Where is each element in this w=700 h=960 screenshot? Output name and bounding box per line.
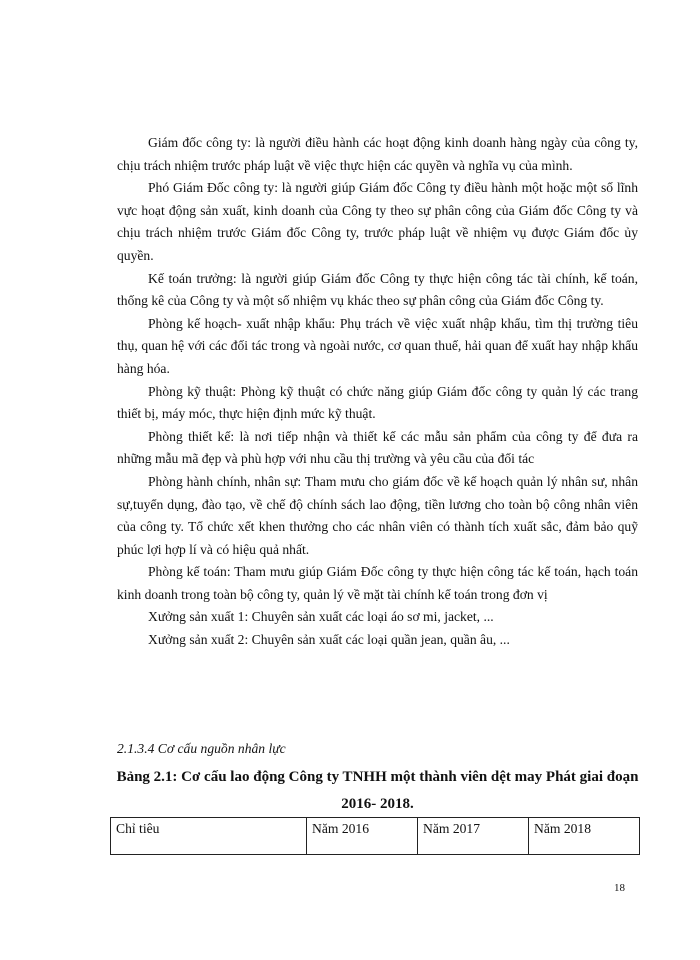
paragraph-workshop-1: Xưởng sản xuất 1: Chuyên sản xuất các loại áo sơ mi, jacket, ... [148,609,494,625]
table-header-cell: Năm 2017 [418,818,529,855]
page-number: 18 [614,882,625,894]
paragraph-workshop-2: Xưởng sản xuất 2: Chuyên sản xuất các loại quần jean, quần âu, ... [148,632,510,648]
paragraph-design-dept: Phòng thiết kế: là nơi tiếp nhận và thiết kế các mẫu sản phẩm của công ty để đưa ra những mẫu mã đẹp và phù hợp với nhu cầu thị trường và yêu cầu của đối tác [117,428,638,467]
table-caption: Bảng 2.1: Cơ cấu lao động Công ty TNHH một thành viên dệt may Phát giai đoạn 2016- 2018. [116,769,639,812]
table-header-cell: Chỉ tiêu [111,818,307,855]
table-header-cell: Năm 2018 [529,818,640,855]
paragraph-director: Giám đốc công ty: là người điều hành các hoạt động kinh doanh hàng ngày của công ty, chịu trách nhiệm trước pháp luật về việc thực hiện các quyền và nghĩa vụ của mình. [117,135,638,173]
paragraph-technical-dept: Phòng kỹ thuật: Phòng kỹ thuật có chức năng giúp Giám đốc công ty quản lý các trang thiết bị, máy móc, thực hiện định mức kỹ thuật. [117,383,638,422]
paragraph-planning-import-export: Phòng kế hoạch- xuất nhập khẩu: Phụ trách về việc xuất nhập khẩu, tìm thị trường tiêu thụ, quan hệ với các đối tác trong và ngoài nước, cơ quan thuế, hải quan để xuất hay nhập khẩu hàng hóa. [117,315,638,376]
body-text [117,132,638,652]
table-header-row [111,818,640,855]
paragraph-hr-dept: Phòng hành chính, nhân sự: Tham mưu cho giám đốc về kế hoạch quản lý nhân sư, nhân sự,tuyển dụng, đào tạo, về chế độ chính sách lao động, tiền lương cho toàn bộ công nhân viên của công ty. Tổ chức xết khen thưởng cho các nhân viên có thành tích xuất sắc, đảm bảo quỹ phúc lợi hợp lí và có hiệu quả nhất. [117,473,638,557]
paragraph-chief-accountant: Kế toán trưởng: là người giúp Giám đốc Công ty thực hiện công tác tài chính, kế toán, thống kê của Công ty và một số nhiệm vụ khác theo sự phân công của Giám đốc Công ty. [117,270,638,309]
paragraph-accounting-dept: Phòng kế toán: Tham mưu giúp Giám Đốc công ty thực hiện công tác kế toán, hạch toán kinh doanh trong toàn bộ công ty, quản lý về mặt tài chính kế toán trong đơn vị [117,564,638,602]
table-header-cell: Năm 2016 [307,818,418,855]
paragraph-deputy-director: Phó Giám Đốc công ty: là người giúp Giám đốc Công ty điều hành một hoặc một số lĩnh vực hoạt động sản xuất, kinh doanh của Công ty theo sự phân công của Giám đốc Công ty và chịu trách nhiệm trước Giám đốc Công ty, trước pháp luật về nhiệm vụ được Giám đốc ủy quyền. [117,180,638,263]
labor-structure-table [110,817,640,855]
section-heading: 2.1.3.4 Cơ cấu nguồn nhân lực [117,741,286,756]
